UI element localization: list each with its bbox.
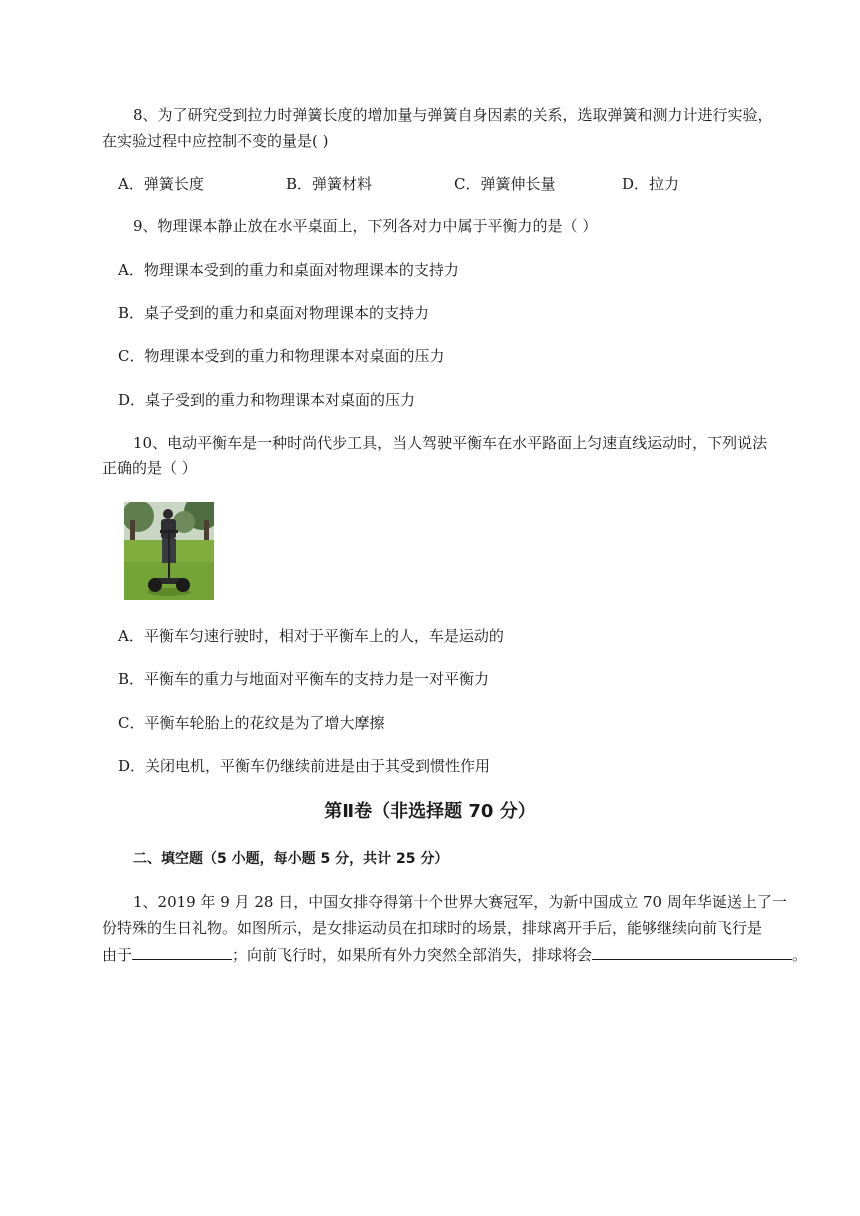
q8-stem-line1: 8、为了研究受到拉力时弹簧长度的增加量与弹簧自身因素的关系，选取弹簧和测力计进行实验，: [133, 106, 773, 124]
q8-options: [102, 173, 722, 195]
fill1-line3-end: 。: [792, 946, 808, 964]
q10-stem-line2: 正确的是（ ）: [102, 459, 197, 477]
q9-option-a: A．物理课本受到的重力和桌面对物理课本的支持力: [118, 261, 459, 279]
fill1-line3-middle: ；向前飞行时，如果所有外力突然全部消失，排球将会: [232, 946, 593, 964]
fill1-line3: [102, 943, 807, 966]
q10-option-b: B．平衡车的重力与地面对平衡车的支持力是一对平衡力: [118, 670, 490, 688]
fill1-line1: 1、2019 年 9 月 28 日，中国女排夺得第十个世界大赛冠军，为新中国成立 70 周年华诞送上了一: [133, 893, 787, 911]
q8-option-c: C．弹簧伸长量: [454, 175, 556, 193]
fill1-line2: 份特殊的生日礼物。如图所示，是女排运动员在扣球时的场景，排球离开手后，能够继续向前飞行是: [102, 919, 763, 937]
answer-blank-2[interactable]: [592, 943, 792, 960]
q8-option-b: B．弹簧材料: [286, 175, 373, 193]
section-title: 第Ⅱ卷（非选择题 70 分）: [324, 801, 536, 822]
balance-scooter-photo: [124, 502, 214, 600]
q10-option-c: C．平衡车轮胎上的花纹是为了增大摩擦: [118, 714, 385, 732]
q10-option-a: A．平衡车匀速行驶时，相对于平衡车上的人，车是运动的: [118, 627, 504, 645]
q9-option-d: D．桌子受到的重力和物理课本对桌面的压力: [118, 391, 416, 409]
q8-option-d: D．拉力: [622, 175, 680, 193]
q10-stem-line1: 10、电动平衡车是一种时尚代步工具，当人驾驶平衡车在水平路面上匀速直线运动时，下列说法: [133, 434, 768, 452]
q8-stem-line2: 在实验过程中应控制不变的量是( ): [102, 132, 329, 150]
q9-option-c: C．物理课本受到的重力和物理课本对桌面的压力: [118, 347, 445, 365]
answer-blank-1[interactable]: [132, 943, 232, 960]
q10-option-d: D．关闭电机，平衡车仍继续前进是由于其受到惯性作用: [118, 757, 491, 775]
section-subtitle: 二、填空题（5 小题，每小题 5 分，共计 25 分）: [133, 851, 449, 867]
q8-option-a: A．弹簧长度: [118, 175, 204, 193]
q9-stem: 9、物理课本静止放在水平桌面上，下列各对力中属于平衡力的是（ ）: [133, 217, 598, 235]
fill1-line3-start: 由于: [102, 946, 133, 964]
q9-option-b: B．桌子受到的重力和桌面对物理课本的支持力: [118, 304, 430, 322]
balance-scooter-illustration: [124, 502, 214, 600]
